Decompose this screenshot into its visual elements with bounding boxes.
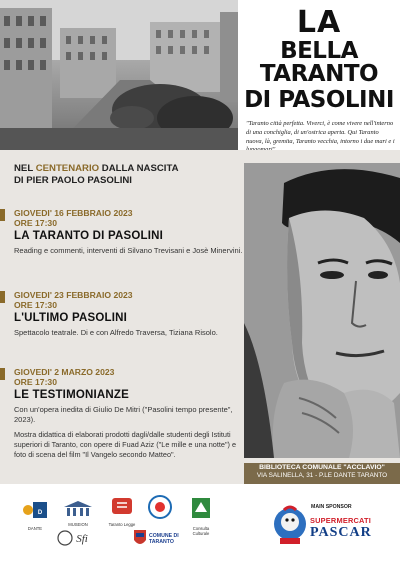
- event-3: [14, 367, 244, 425]
- title-line-3: DI PASOLINI: [244, 87, 394, 113]
- centenary-intro: [14, 163, 244, 188]
- sponsor-mascot-icon: [270, 504, 310, 548]
- title-line-1: LA: [296, 5, 342, 40]
- event-title: L'ULTIMO PASOLINI: [14, 311, 128, 324]
- event-date: GIOVEDI' 2 MARZO 2023: [14, 367, 115, 377]
- museion-logo: [62, 500, 94, 528]
- pasolini-portrait: [244, 163, 400, 458]
- event-marker: [0, 291, 5, 303]
- sponsor-line-1: SUPERMERCATI: [310, 516, 371, 525]
- event-description: Con un'opera inedita di Giulio De Mitri ("Pasolini tempo presente", 2023).: [14, 404, 233, 424]
- sponsor-label: MAIN SPONSOR: [311, 504, 352, 510]
- intro-pre: NEL: [14, 163, 36, 174]
- svg-text:D: D: [37, 510, 43, 516]
- event-1: [14, 208, 244, 256]
- event-date: GIOVEDI' 16 FEBBRAIO 2023: [14, 208, 133, 218]
- taranto-historic-photo: [0, 0, 238, 150]
- museion-label: MUSEION: [68, 522, 88, 527]
- venue-box: [244, 463, 400, 484]
- consulta-logo: [146, 494, 174, 525]
- consulta-label: Consulta Culturale: [192, 526, 210, 536]
- title-line-2: BELLA TARANTO: [259, 38, 379, 87]
- event-2: [14, 290, 244, 338]
- event-time: ORE 17:30: [14, 218, 57, 229]
- intro-post: DALLA NASCITA: [99, 163, 179, 174]
- partner-logos: [0, 488, 260, 566]
- sfi-logo: [56, 528, 96, 553]
- venue-name: BIBLIOTECA COMUNALE "ACCLAVIO": [259, 464, 385, 471]
- dante-label: DANTE: [27, 526, 43, 531]
- event-time: ORE 17:30: [14, 300, 57, 311]
- event-date: GIOVEDI' 23 FEBBRAIO 2023: [14, 290, 133, 300]
- event-title: LA TARANTO DI PASOLINI: [14, 229, 163, 242]
- event-marker: [0, 209, 5, 221]
- comune-label: COMUNE DI TARANTO: [149, 533, 179, 545]
- event-description: Reading e commenti, interventi di Silvano Trevisani e Josè Minervini.: [14, 245, 243, 255]
- venue-address: VIA SALINELLA, 31 - P.LE DANTE TARANTO: [256, 472, 388, 480]
- sponsor-line-2: PASCAR: [310, 525, 372, 540]
- intro-highlight: CENTENARIO: [35, 163, 100, 174]
- taranto-legge-logo: [106, 496, 138, 528]
- taranto-legge-label: Taranto Legge: [108, 522, 136, 527]
- sfi-text: Sfi: [76, 533, 88, 545]
- event-title: LE TESTIMONIANZE: [14, 388, 130, 401]
- cultural-association-logo: [186, 494, 216, 536]
- exhibition-note: Mostra didattica di elaborati prodotti dagli/dalle studenti degli Istituti superiori di Taranto, con opere di Fuad Aziz ("Le mille e una notte") e foto di scena del film "Il Vangelo secondo Matteo".: [14, 430, 237, 459]
- event-time: ORE 17:30: [14, 377, 57, 388]
- event-marker: [0, 368, 5, 380]
- dante-logo: [22, 498, 48, 532]
- intro-line-2: DI PIER PAOLO PASOLINI: [14, 175, 132, 187]
- poster-title: [238, 5, 400, 113]
- pasolini-quote: "Taranto città perfetta. Viverci, è come vivere nell'interno di una conchiglia, di un'ostrica aperta. Qui Taranto nuova, là, gremita, Taranto vecchia, intorno i due mari e i: [246, 120, 395, 145]
- event-description: Spettacolo teatrale. Di e con Alfredo Traversa, Tiziana Risolo.: [14, 327, 218, 337]
